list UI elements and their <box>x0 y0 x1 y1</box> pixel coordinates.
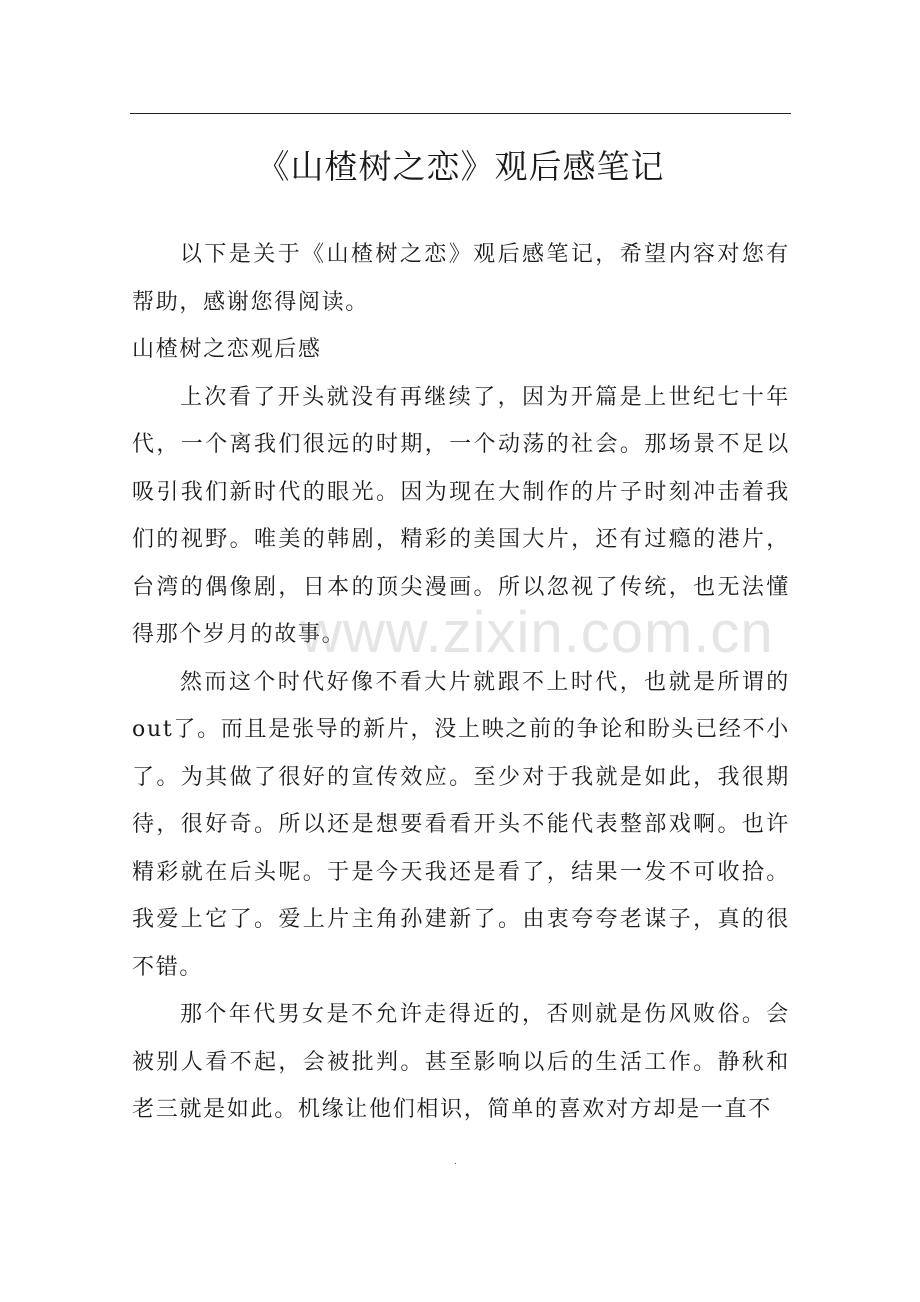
intro-paragraph: 以下是关于《山楂树之恋》观后感笔记，希望内容对您有帮助，感谢您得阅读。 <box>132 242 790 315</box>
page-footer-mark: . <box>454 1156 457 1167</box>
document-body <box>132 231 790 1134</box>
watermark: www.zixin.com.cn <box>300 600 774 665</box>
body-paragraph: 然而这个时代好像不看大片就跟不上时代，也就是所谓的out了。而且是张导的新片，没上映之前的争论和盼头已经不小了。为其做了很好的宣传效应。至少对于我就是如此，我很期待，很好奇。所以还是想要看看开头不能代表整部戏啊。也许精彩就在后头呢。于是今天我还是看了，结果一发不可收拾。我爱上它了。爱上片主角孙建新了。由衷夸夸老谋子，真的很不错。 <box>132 669 790 980</box>
header-rule <box>130 113 791 114</box>
section-heading: 山楂树之恋观后感 <box>132 337 322 362</box>
body-paragraph: 上次看了开头就没有再继续了，因为开篇是上世纪七十年代，一个离我们很远的时期，一个动荡的社会。那场景不足以吸引我们新时代的眼光。因为现在大制作的片子时刻冲击着我们的视野。唯美的韩剧，精彩的美国大片，还有过瘾的港片，台湾的偶像剧，日本的顶尖漫画。所以忽视了传统，也无法懂得那个岁月的故事。 <box>132 384 790 647</box>
document-title: 《山楂树之恋》观后感笔记 <box>256 147 665 186</box>
body-paragraph: 那个年代男女是不允许走得近的，否则就是伤风败俗。会被别人看不起，会被批判。甚至影响以后的生活工作。静秋和老三就是如此。机缘让他们相识，简单的喜欢对方却是一直不 <box>132 1002 790 1122</box>
